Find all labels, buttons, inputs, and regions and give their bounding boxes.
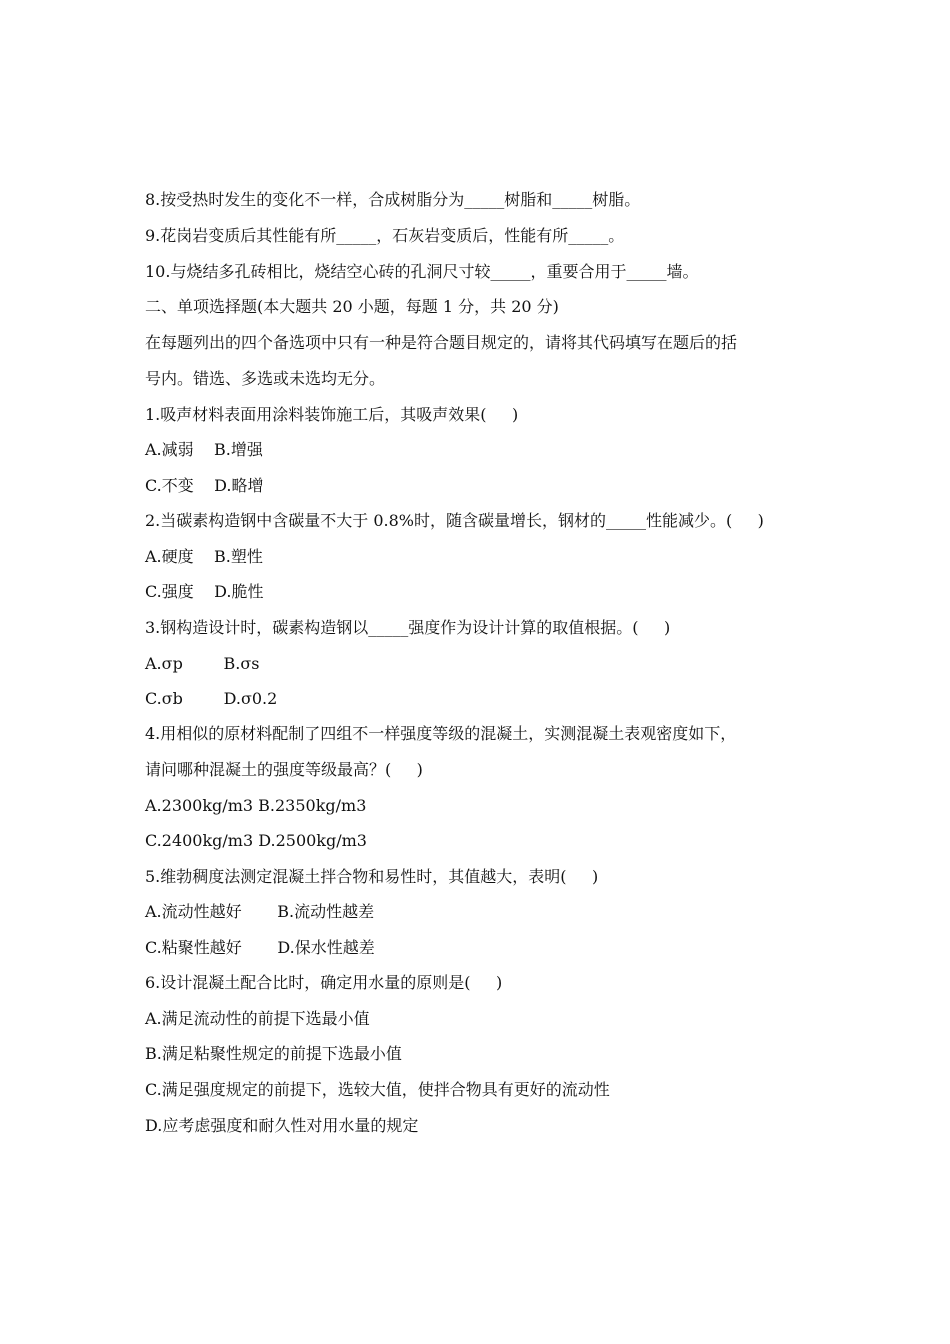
question-9: 9.花岗岩变质后其性能有所_____，石灰岩变质后，性能有所_____。 xyxy=(145,226,625,245)
section-instructions-line-1: 在每题列出的四个备选项中只有一种是符合题目规定的，请将其代码填写在题后的括 xyxy=(145,333,738,352)
mc-question-4-options-ab: A.2300kg/m3 B.2350kg/m3 xyxy=(145,796,367,815)
section-heading: 二、单项选择题(本大题共 20 小题，每题 1 分，共 20 分) xyxy=(145,297,559,316)
mc-question-2: 2.当碳素构造钢中含碳量不大于 0.8%时，随含碳量增长，钢材的_____性能减少。( ) xyxy=(145,511,764,530)
mc-question-4-options-cd: C.2400kg/m3 D.2500kg/m3 xyxy=(145,831,367,850)
question-8: 8.按受热时发生的变化不一样，合成树脂分为_____树脂和_____树脂。 xyxy=(145,190,641,209)
mc-question-6-option-c: C.满足强度规定的前提下，选较大值，使拌合物具有更好的流动性 xyxy=(145,1080,610,1099)
mc-question-1: 1.吸声材料表面用涂料装饰施工后，其吸声效果( ) xyxy=(145,405,519,424)
mc-question-5: 5.维勃稠度法测定混凝土拌合物和易性时，其值越大，表明( ) xyxy=(145,867,599,886)
mc-question-2-options-ab: A.硬度 B.塑性 xyxy=(145,547,263,566)
mc-question-3-options-ab: A.σp B.σs xyxy=(145,654,260,673)
mc-question-6-option-a: A.满足流动性的前提下选最小值 xyxy=(145,1009,370,1028)
mc-question-2-options-cd: C.强度 D.脆性 xyxy=(145,582,264,601)
mc-question-4-line-1: 4.用相似的原材料配制了四组不一样强度等级的混凝土，实测混凝土表观密度如下， xyxy=(145,724,737,743)
mc-question-6-option-b: B.满足粘聚性规定的前提下选最小值 xyxy=(145,1044,402,1063)
mc-question-1-options-ab: A.减弱 B.增强 xyxy=(145,440,263,459)
section-instructions-line-2: 号内。错选、多选或未选均无分。 xyxy=(145,369,386,388)
mc-question-1-options-cd: C.不变 D.略增 xyxy=(145,476,264,495)
mc-question-5-options-cd: C.粘聚性越好 D.保水性越差 xyxy=(145,938,375,957)
mc-question-3-options-cd: C.σb D.σ0.2 xyxy=(145,689,278,708)
question-10: 10.与烧结多孔砖相比，烧结空心砖的孔洞尺寸较_____，重要合用于_____墙。 xyxy=(145,262,699,281)
mc-question-4-line-2: 请问哪种混凝土的强度等级最高？( ) xyxy=(145,760,423,779)
mc-question-6-option-d: D.应考虑强度和耐久性对用水量的规定 xyxy=(145,1116,419,1135)
mc-question-6: 6.设计混凝土配合比时，确定用水量的原则是( ) xyxy=(145,973,503,992)
mc-question-5-options-ab: A.流动性越好 B.流动性越差 xyxy=(145,902,375,921)
mc-question-3: 3.钢构造设计时，碳素构造钢以_____强度作为设计计算的取值根据。( ) xyxy=(145,618,671,637)
